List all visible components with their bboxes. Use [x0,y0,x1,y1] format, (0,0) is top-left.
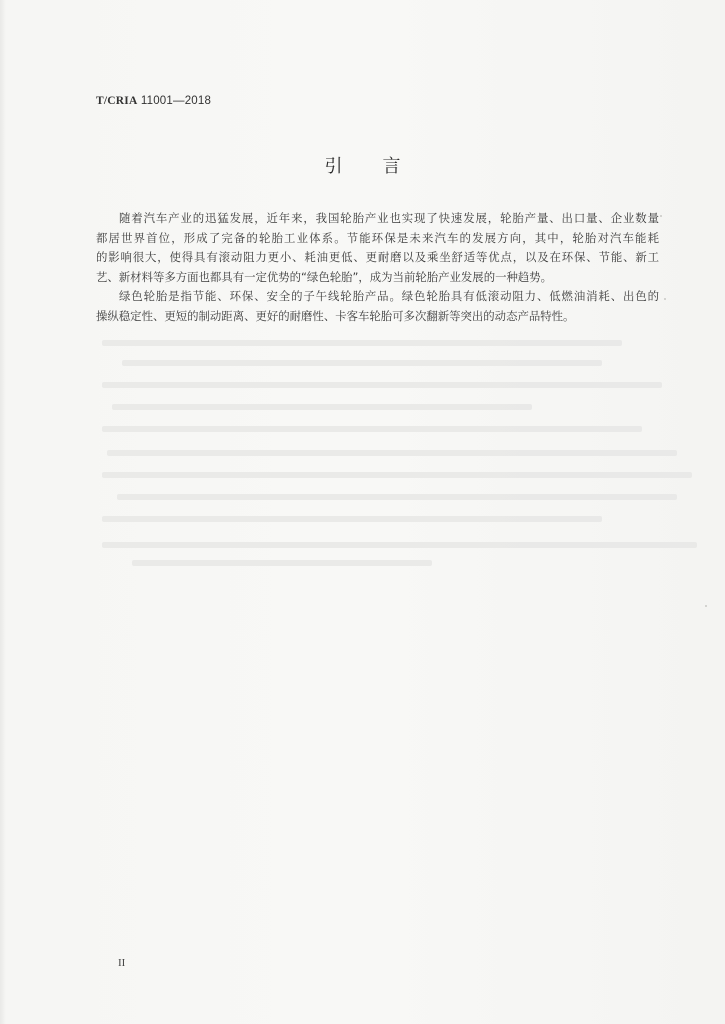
paragraph-line: 的影响很大，使得具有滚动阻力更小、耗油更低、更耐磨以及乘坐舒适等优点，以及在环保、节能、新工 [96,250,659,264]
paragraph-line: 艺、新材料等多方面也都具有一定优势的“绿色轮胎”，成为当前轮胎产业发展的一种趋势。 [96,269,553,284]
scan-speck [705,605,707,607]
scan-bleed-through [92,332,692,582]
standard-org: T/CRIA [96,95,138,107]
standard-code [96,95,211,107]
page-title: 引言 [324,156,441,177]
paragraph-1 [96,209,659,287]
paragraph-line: 绿色轮胎是指节能、环保、安全的子午线轮胎产品。绿色轮胎具有低滚动阻力、低燃油消耗、出色的 [119,289,659,303]
paragraph-line: 随着汽车产业的迅猛发展，近年来，我国轮胎产业也实现了快速发展，轮胎产量、出口量、企业数量 [119,211,659,225]
standard-number: 11001—2018 [140,95,212,107]
scan-speck [660,215,662,217]
page-number: II [118,957,126,969]
scan-speck [664,298,666,300]
paragraph-line: 都居世界首位，形成了完备的轮胎工业体系。节能环保是未来汽车的发展方向，其中，轮胎对汽车能耗 [96,230,659,245]
paragraph-line: 操纵稳定性、更短的制动距离、更好的耐磨性、卡客车轮胎可多次翻新等突出的动态产品特性。 [96,308,575,323]
paragraph-2 [96,287,659,326]
